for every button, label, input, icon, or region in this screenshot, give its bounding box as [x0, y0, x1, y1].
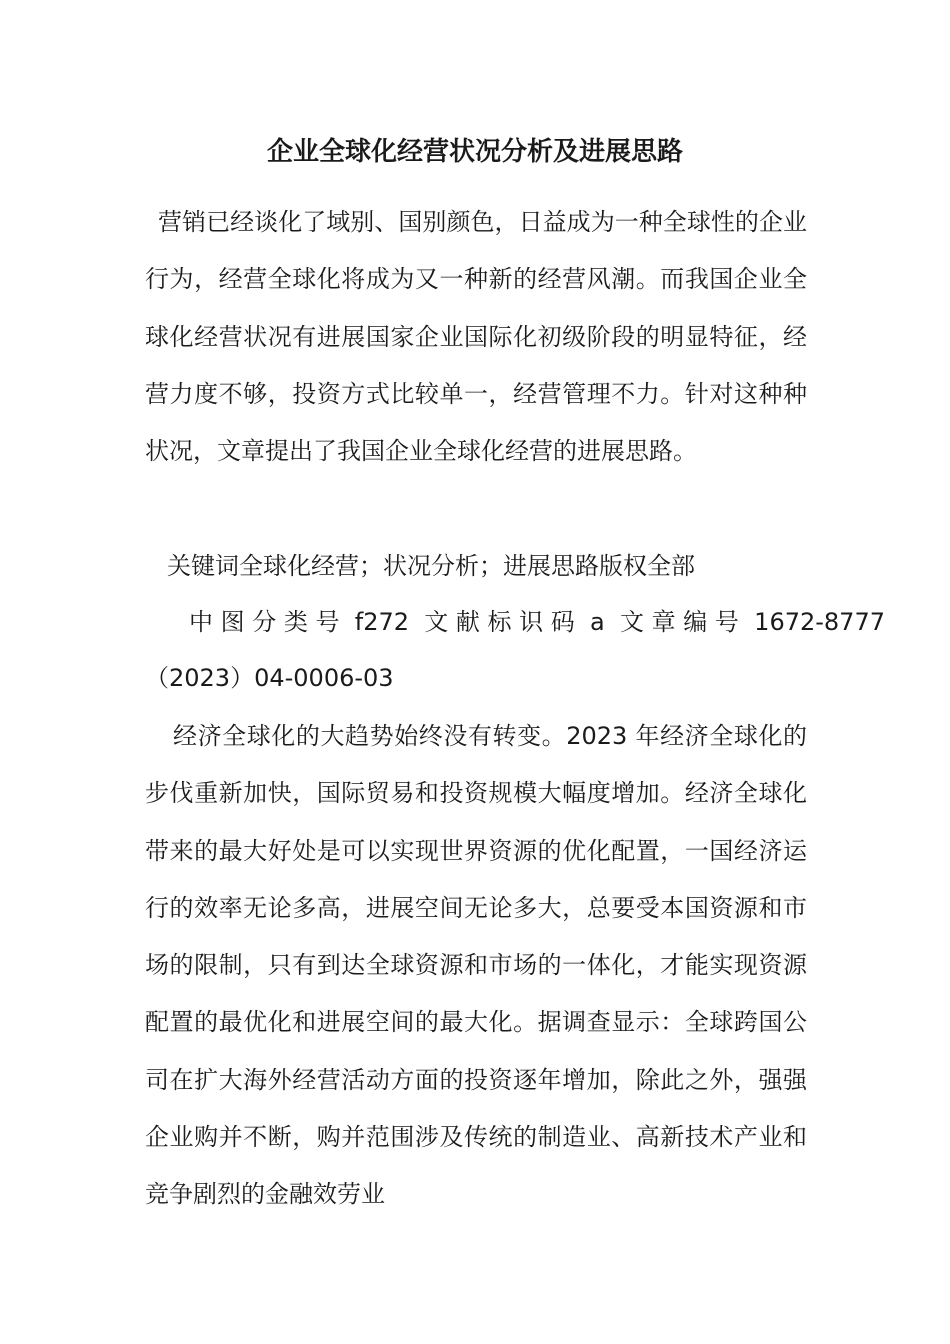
abstract-paragraph: 营销已经谈化了域别、国别颜色，日益成为一种全球性的企业行为，经营全球化将成为又一种新的经营风潮。而我国企业全球化经营状况有进展国家企业国际化初级阶段的明显特征，经营力度不够，投资方式比较单一，经营管理不力。针对这种种状况，文章提出了我国企业全球化经营的进展思路。: [145, 208, 807, 466]
keywords-line: 关键词全球化经营；状况分析；进展思路版权全部: [167, 552, 695, 580]
classification-block: [145, 594, 885, 706]
body-paragraph: 经济全球化的大趋势始终没有转变。2023 年经济全球化的步伐重新加快，国际贸易和投资规模大幅度增加。经济全球化带来的最大好处是可以实现世界资源的优化配置，一国经济运行的效率无论多高，进展空间无论多大，总要受本国资源和市场的限制，只有到达全球资源和市场的一体化，才能实现资源配置的最优化和进展空间的最大化。据调查显示：全球跨国公司在扩大海外经营活动方面的投资逐年增加，除此之外，强强企业购并不断，购并范围涉及传统的制造业、高新技术产业和竞争剧烈的金融效劳业: [145, 722, 807, 1209]
classification-line-1: 中 图 分 类 号 f272 文 献 标 识 码 a 文 章 编 号 1672-8777: [189, 608, 885, 636]
document-title: 企业全球化经营状况分析及进展思路: [266, 137, 683, 167]
classification-line-2: （2023）04-0006-03: [145, 664, 394, 692]
